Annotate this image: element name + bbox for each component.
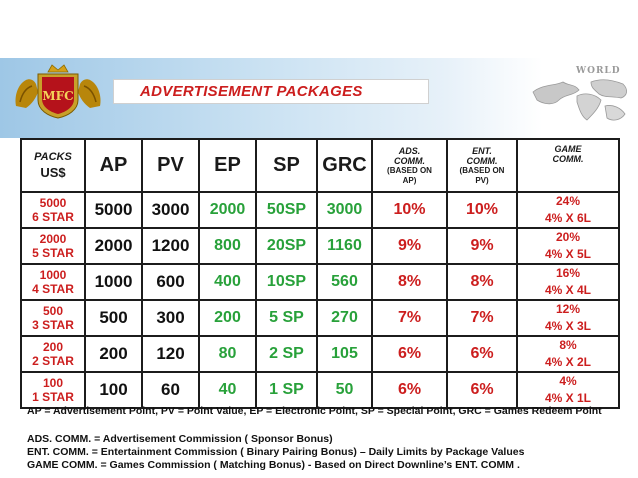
table-row — [21, 372, 619, 408]
header-grc: GRC — [317, 139, 372, 192]
ap-cell: 2000 — [85, 228, 142, 264]
legend-game-comm: GAME COMM. = Games Commission ( Matching Bonus) - Based on Direct Downline’s ENT. COMM . — [27, 459, 520, 471]
ent-comm-cell: 8% — [447, 264, 517, 300]
header-game-line1: GAME — [554, 144, 582, 154]
logo-text: MFC — [42, 89, 74, 103]
game-comm-total: 8% — [559, 338, 577, 352]
header-ads-line2: COMM. — [394, 155, 425, 166]
sp-cell: 20SP — [256, 228, 317, 264]
ep-cell: 400 — [199, 264, 256, 300]
table-row — [21, 264, 619, 300]
grc-cell: 560 — [317, 264, 372, 300]
lion-right-icon — [78, 79, 101, 108]
globe-icon — [533, 80, 627, 120]
grc-cell: 1160 — [317, 228, 372, 264]
game-comm-levels: 4% X 1L — [544, 391, 592, 405]
mfc-logo — [12, 62, 104, 120]
header-game-line2: COMM. — [552, 154, 584, 164]
grc-cell: 50 — [317, 372, 372, 408]
game-comm-cell — [517, 228, 619, 264]
ent-comm-cell: 9% — [447, 228, 517, 264]
ep-cell: 80 — [199, 336, 256, 372]
game-comm-total: 20% — [555, 230, 581, 244]
game-comm-cell — [517, 336, 619, 372]
grc-cell: 3000 — [317, 192, 372, 228]
header-ent-comm — [447, 139, 517, 192]
pv-cell: 300 — [142, 300, 199, 336]
legend-ads-comm: ADS. COMM. = Advertisement Commission ( Sponsor Bonus) — [27, 433, 333, 445]
header-packs — [21, 139, 85, 192]
ent-comm-cell: 10% — [447, 192, 517, 228]
world-label: WORLD — [576, 66, 621, 76]
ent-comm-cell: 6% — [447, 372, 517, 408]
ads-comm-cell: 6% — [372, 372, 447, 408]
title-box — [113, 79, 429, 104]
header-sp: SP — [256, 139, 317, 192]
ap-cell: 200 — [85, 336, 142, 372]
sp-cell: 2 SP — [256, 336, 317, 372]
ep-cell: 800 — [199, 228, 256, 264]
lion-left-icon — [15, 79, 38, 108]
pack-star: 6 STAR — [32, 210, 74, 224]
game-comm-cell — [517, 192, 619, 228]
header-ap: AP — [85, 139, 142, 192]
sp-cell: 50SP — [256, 192, 317, 228]
sp-cell: 10SP — [256, 264, 317, 300]
ent-comm-cell: 7% — [447, 300, 517, 336]
header-game-comm — [517, 139, 619, 192]
pack-cell — [21, 336, 85, 372]
header-ep: EP — [199, 139, 256, 192]
header-pv: PV — [142, 139, 199, 192]
ap-cell: 5000 — [85, 192, 142, 228]
game-comm-levels: 4% X 3L — [544, 319, 592, 333]
pv-cell: 3000 — [142, 192, 199, 228]
sp-cell: 1 SP — [256, 372, 317, 408]
header-packs-label: PACKS — [34, 150, 72, 163]
pv-cell: 60 — [142, 372, 199, 408]
pack-cell — [21, 228, 85, 264]
table-header-row — [21, 139, 619, 192]
ads-comm-cell: 6% — [372, 336, 447, 372]
header-ent-line2: COMM. — [466, 155, 498, 166]
ent-comm-cell: 6% — [447, 336, 517, 372]
game-comm-total: 24% — [555, 194, 581, 208]
game-comm-total: 16% — [555, 266, 581, 280]
pack-cell — [21, 300, 85, 336]
pack-star: 4 STAR — [32, 282, 74, 296]
header-ads-comm — [372, 139, 447, 192]
grc-cell: 105 — [317, 336, 372, 372]
pack-price: 200 — [42, 340, 64, 354]
pv-cell: 120 — [142, 336, 199, 372]
sp-cell: 5 SP — [256, 300, 317, 336]
table-row — [21, 192, 619, 228]
pack-price: 100 — [42, 376, 64, 390]
header-ent-sub1: (BASED ON — [459, 165, 505, 175]
legend-abbreviations: AP = Advertisement Point, PV = Point Value, EP = Electronic Point, SP = Special Point, GRC = Games Redeem Point — [27, 405, 602, 417]
pack-star: 1 STAR — [32, 390, 74, 404]
game-comm-cell — [517, 300, 619, 336]
game-comm-total: 12% — [555, 302, 581, 316]
ap-cell: 500 — [85, 300, 142, 336]
table-row — [21, 228, 619, 264]
ep-cell: 40 — [199, 372, 256, 408]
grc-cell: 270 — [317, 300, 372, 336]
ep-cell: 2000 — [199, 192, 256, 228]
header-ads-sub2: AP) — [402, 175, 417, 185]
table-row — [21, 300, 619, 336]
page-title: ADVERTISEMENT PACKAGES — [140, 83, 363, 100]
pack-cell — [21, 192, 85, 228]
header-currency: US$ — [40, 164, 66, 180]
game-comm-cell — [517, 372, 619, 408]
game-comm-levels: 4% X 2L — [544, 355, 592, 369]
game-comm-levels: 4% X 5L — [544, 247, 592, 261]
crown-icon — [48, 65, 68, 72]
game-comm-levels: 4% X 6L — [544, 211, 592, 225]
ap-cell: 100 — [85, 372, 142, 408]
table-row — [21, 336, 619, 372]
pack-cell — [21, 372, 85, 408]
pack-star: 3 STAR — [32, 318, 74, 332]
game-comm-cell — [517, 264, 619, 300]
header-ads-line1: ADS. — [398, 145, 421, 156]
ep-cell: 200 — [199, 300, 256, 336]
pack-price: 2000 — [39, 232, 67, 246]
ads-comm-cell: 7% — [372, 300, 447, 336]
packages-table — [20, 138, 620, 409]
ap-cell: 1000 — [85, 264, 142, 300]
pv-cell: 1200 — [142, 228, 199, 264]
ads-comm-cell: 10% — [372, 192, 447, 228]
pack-price: 5000 — [39, 196, 67, 210]
legend-ent-comm: ENT. COMM. = Entertainment Commission ( Binary Pairing Bonus) – Daily Limits by Package Values — [27, 446, 525, 458]
pack-cell — [21, 264, 85, 300]
ads-comm-cell: 8% — [372, 264, 447, 300]
pack-price: 1000 — [39, 268, 67, 282]
game-comm-total: 4% — [559, 374, 577, 388]
pack-star: 5 STAR — [32, 246, 74, 260]
ads-comm-cell: 9% — [372, 228, 447, 264]
pack-star: 2 STAR — [32, 354, 74, 368]
pv-cell: 600 — [142, 264, 199, 300]
game-comm-levels: 4% X 4L — [544, 283, 592, 297]
header-ads-sub1: (BASED ON — [387, 165, 432, 175]
header-ent-line1: ENT. — [472, 145, 492, 156]
pack-price: 500 — [42, 304, 64, 318]
header-ent-sub2: PV) — [475, 175, 489, 185]
